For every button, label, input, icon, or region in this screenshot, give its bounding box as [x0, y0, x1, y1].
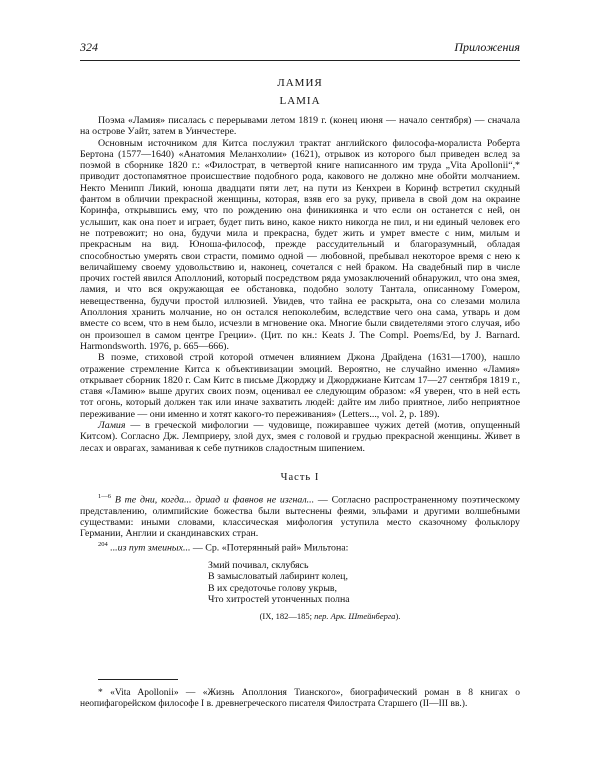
page-number: 324 — [80, 40, 98, 54]
note-text: — Ср. «Потерянный рай» Мильтона: — [192, 542, 349, 554]
poem-line: В их средоточье голову укрыв, — [208, 582, 337, 594]
poem-line: Что хитростей утонченных полна — [208, 594, 350, 606]
note-lemma: ...из пут змеиных... — [110, 542, 191, 554]
paragraph-composition: Поэма «Ламия» писалась с перерывами летом 1819 г. (конец июня — начало сентября) — сначала на острове Уайт, затем в Уинчестере. — [80, 115, 520, 138]
paragraph-source: Основным источником для Китса послужил трактат английского философа-моралиста Роберта Бертона (1577—1640) «Анатомия Меланхолии» (1621), отрывок из которого был приведен вслед за поэмой в сборнике 1820 г.: «Филострат, в четвертой книге написанного им труда „Vita Apollonii“,* приводит достопамятное происшествие подобного рода, какового не должно мне обойти молчанием. Некто Менипп Ликий, юноша двадцати пяти лет, на пути из Кенхреи в Коринф встретил скудный фантом в обличии прекрасной женщины, которая, взяв его за руку, привела в свой дом на окраине Коринфа, открывшись ему, что по рождению она финикиянка и что если он останется с ней, он услышит, как она поет и играет, будет пить вино, какое никто никогда не пил, и ни единый человек его не потревожит; но она, будучи мила и прекрасна, будет жить и умрет вместе с ним, милым и прекрасным на вид. Юноша-философ, прежде рассудительный и благоразумный, обладая способностью умерять свои страсти, помимо одной — любовной, пребывал некоторое время с нею к величайшему своему удовольствию и, наконец, сочетался с ней браком. На свадебный пир в числе прочих гостей явился Аполлоний, который посредством ряда умозаключений обнаружил, что она змея, ламия, и что вся окружающая ее обстановка, подобно золоту Тантала, описанному Гомером, невещественна, будучи простой иллюзией. Увидев, что тайна ее раскрыта, она со слезами молила Аполлония хранить молчание, но он остался непоколебим, вследствие чего она сама, утварь и дом вместе со всем, что в нем было, исчезли в мгновение ока. Многие были свидетелями этого случая, ибо он произошел в самом центре Греции». (Цит. по кн.: Keats J. The Compl. Poems/Ed, by J. Barnard. Harmondsworth. 1976, p. 665—666). — [80, 137, 520, 352]
title-russian: ЛАМИЯ — [277, 77, 323, 89]
poem-source — [80, 611, 520, 621]
document-page — [80, 40, 520, 711]
note-lemma: В те дни, когда... дриад и фавнов не изгнал... — [114, 494, 315, 506]
poem-quote — [208, 560, 520, 606]
lamia-term: Ламия — [98, 420, 126, 432]
page-header — [80, 40, 520, 55]
note-ref: 204 — [98, 541, 108, 549]
header-rule — [80, 60, 520, 61]
running-title: Приложения — [454, 40, 520, 54]
poem-line: Змий почивал, склубясь — [208, 559, 309, 571]
note-line-204 — [80, 539, 520, 554]
section-title: Часть I — [280, 471, 320, 483]
footnote: * «Vita Apollonii» — «Жизнь Аполлония Тианского», биографический роман в 8 книгах о неопифагорейском философе I в. древнегреческого писателя Филострата Старшего (II—III вв.). — [80, 687, 520, 710]
note-lines-1-6 — [80, 491, 520, 539]
note-ref: 1—6 — [98, 492, 111, 500]
poem-line: В замысловатый лабиринт колец, — [208, 571, 348, 583]
lamia-definition-text: — в греческой мифологии — чудовище, пожиравшее чужих детей (мотив, опущенный Китсом). Согласно Дж. Лемприеру, злой дух, змея с головой и грудью прекрасной женщины. Живет в лесах и оврагах, заманивая к себе путников сладостным шипением. — [80, 420, 520, 454]
note-text: — Согласно распространенному поэтическому представлению, олимпийские божества были вытеснены феями, эльфами и другими волшебными существами: иными словами, классическая мифология уступила место сказочному фольклору Германии, Англии и скандинавских стран. — [80, 494, 520, 540]
title-english: LAMIA — [279, 95, 321, 107]
commentary-body — [80, 115, 520, 454]
poem-source-close: ). — [395, 610, 401, 621]
poem-source-ref: (IX, 182—185; — [259, 610, 315, 621]
paragraph-lamia-definition — [80, 420, 520, 454]
paragraph-style: В поэме, стиховой строй которой отмечен влиянием Джона Драйдена (1631—1700), нашло отражение стремление Китса к объективизации эмоций. Вероятно, не случайно именно «Ламия» открывает сборник 1820 г. Сам Китс в письме Джорджу и Джорджиане Китсам 17—27 сентября 1819 г., ставя «Ламию» выше других своих поэм, оценивал ее следующим образом: «Я уверен, что в ней есть тот огонь, который должен так или иначе захватить людей: дайте им либо приятное, либо неприятное переживание — они именно и хотят какого-то переживания» (Letters..., vol. 2, p. 189). — [80, 352, 520, 420]
poem-translator: пер. Арк. Штейнберга — [314, 610, 396, 621]
footnote-rule — [98, 679, 178, 680]
